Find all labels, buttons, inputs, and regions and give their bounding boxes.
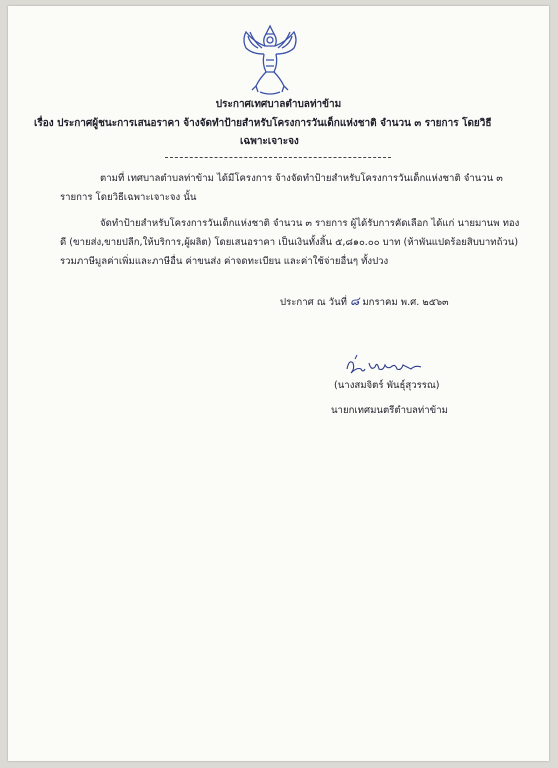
subject-line-1: เรื่อง ประกาศผู้ชนะการเสนอราคา จ้างจัดทำป้ายสำหรับโครงการวันเด็กแห่งชาติ จำนวน ๓ รายการ โดยวิธี — [34, 118, 492, 129]
garuda-emblem-icon — [236, 20, 304, 98]
signer-position: นายกเทศมนตรีตำบลท่าข้าม — [331, 405, 448, 416]
handwritten-signature — [341, 351, 429, 379]
document-page — [8, 6, 549, 761]
divider-line — [165, 157, 391, 158]
announcement-date — [280, 294, 449, 310]
document-title: ประกาศเทศบาลตำบลท่าข้าม — [215, 99, 342, 110]
signer-name: (นางสมจิตร์ พันธุ์สุวรรณ) — [334, 380, 440, 391]
subject-line-2: เฉพาะเจาะจง — [240, 136, 299, 147]
date-prefix: ประกาศ ณ วันที่ — [280, 297, 347, 308]
date-day: ๘ — [350, 294, 360, 308]
paragraph-2-line-1: จัดทำป้ายสำหรับโครงการวันเด็กแห่งชาติ จำนวน ๓ รายการ ผู้ได้รับการคัดเลือก ได้แก่ นายมานพ ทอง — [100, 218, 520, 229]
paragraph-1-line-1: ตามที่ เทศบาลตำบลท่าข้าม ได้มีโครงการ จ้างจัดทำป้ายสำหรับโครงการวันเด็กแห่งชาติ จำนวน ๓ — [100, 173, 503, 184]
date-rest: มกราคม พ.ศ. ๒๕๖๓ — [362, 297, 449, 308]
paragraph-2-line-3: รวมภาษีมูลค่าเพิ่มและภาษีอื่น ค่าขนส่ง ค่าจดทะเบียน และค่าใช้จ่ายอื่นๆ ทั้งปวง — [60, 256, 389, 267]
paragraph-2-line-2: ดี (ขายส่ง,ขายปลีก,ให้บริการ,ผู้ผลิต) โดยเสนอราคา เป็นเงินทั้งสิ้น ๕,๘๑๐.๐๐ บาท (ห้าพันแปดร้อยสิบบาทถ้วน) — [60, 237, 519, 248]
paragraph-1-line-2: รายการ โดยวิธีเฉพาะเจาะจง นั้น — [60, 192, 197, 203]
